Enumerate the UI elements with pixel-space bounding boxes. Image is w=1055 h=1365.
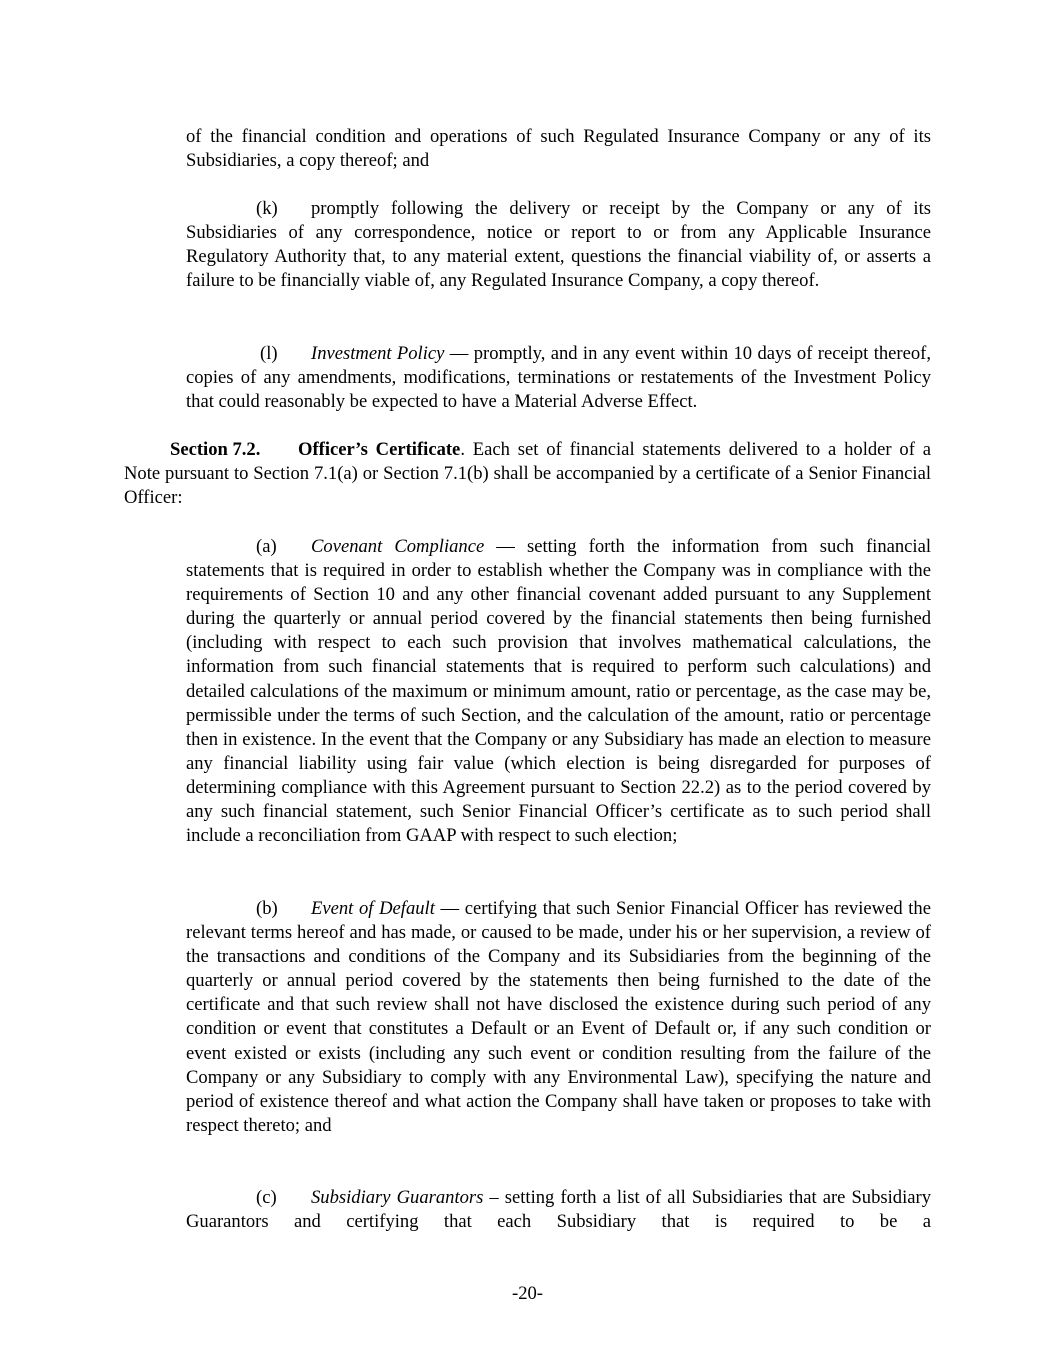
clause-a [186, 535, 931, 848]
clause-c-text: – setting forth a list of all Subsidiaries that are Subsidiary Guarantors and certifying that each Subsidiary that is required to be a [186, 1187, 931, 1233]
clause-b-title: Event of Default [311, 898, 435, 919]
continuation-paragraph [186, 125, 931, 173]
clause-k-text: promptly following the delivery or receipt by the Company or any of its Subsidiaries of any correspondence, notice or report to or from any Applicable Insurance Regulatory Authority that, to any material extent, questions the financial viability of, or asserts a failure to be financially viable of, any Regulated Insurance Company, a copy thereof. [186, 198, 931, 292]
clause-a-label: (a) [256, 536, 277, 557]
clause-l-title: Investment Policy [311, 343, 445, 364]
clause-l-text: — promptly, and in any event within 10 days of receipt thereof, copies of any amendments, modifications, terminations or restatements of the Investment Policy that could reasonably be expected to have a Material Adverse Effect. [186, 343, 931, 413]
section-title: Officer’s Certificate [298, 439, 461, 460]
clause-b-text: — certifying that such Senior Financial Officer has reviewed the relevant terms hereof and has made, or caused to be made, under his or her supervision, a review of the transactions and conditions of the Company and its Subsidiaries from the beginning of the quarterly or annual period covered by the statements then being furnished to the date of the certificate and that such review shall not have disclosed the existence during such period of any condition or event that constitutes a Default or an Event of Default or, if any such condition or event existed or exists (including any such event or condition resulting from the failure of the Company or any Subsidiary to comply with any Environmental Law), specifying the nature and period of existence thereof and what action the Company shall have taken or proposes to take with respect thereto; and [186, 898, 931, 1136]
clause-k-label: (k) [256, 198, 278, 219]
clause-l-label: (l) [260, 343, 278, 364]
clause-l [186, 342, 931, 414]
clause-c-label: (c) [256, 1187, 277, 1208]
clause-c [186, 1186, 931, 1234]
clause-c-title: Subsidiary Guarantors [311, 1187, 484, 1208]
section-7-2-paragraph [124, 438, 931, 510]
clause-b-label: (b) [256, 898, 278, 919]
clause-a-text: — setting forth the information from such financial statements that is required in order to establish whether the Company was in compliance with the requirements of Section 10 and any other financial covenant added pursuant to any Supplement during the quarterly or annual period covered by the financial statements then being furnished (including with respect to each such provision that involves mathematical calculations, the information from such financial statements that is required to perform such calculations) and detailed calculations of the maximum or minimum amount, ratio or percentage, as the case may be, permissible under the terms of such Section, and the calculation of the amount, ratio or percentage then in existence. In the event that the Company or any Subsidiary has made an election to measure any financial liability using fair value (which election is being disregarded for purposes of determining compliance with this Agreement pursuant to Section 22.2) as to the period covered by any such financial statement, such Senior Financial Officer’s certificate as to such period shall include a reconciliation from GAAP with respect to such election; [186, 536, 932, 847]
section-text: Each set of financial statements delivered to a holder of a Note pursuant to Section 7.1(a) or Section 7.1(b) shall be accompanied by a certificate of a Senior Financial Officer: [124, 439, 931, 509]
section-number: Section 7.2. [170, 439, 261, 460]
continuation-text: of the financial condition and operations of such Regulated Insurance Company or any of its Subsidiaries, a copy thereof; and [186, 126, 931, 172]
clause-b [186, 897, 931, 1138]
page-number: -20- [512, 1283, 543, 1304]
section-title-period: . [460, 439, 465, 460]
clause-k [186, 197, 931, 293]
clause-a-title: Covenant Compliance [311, 536, 485, 557]
